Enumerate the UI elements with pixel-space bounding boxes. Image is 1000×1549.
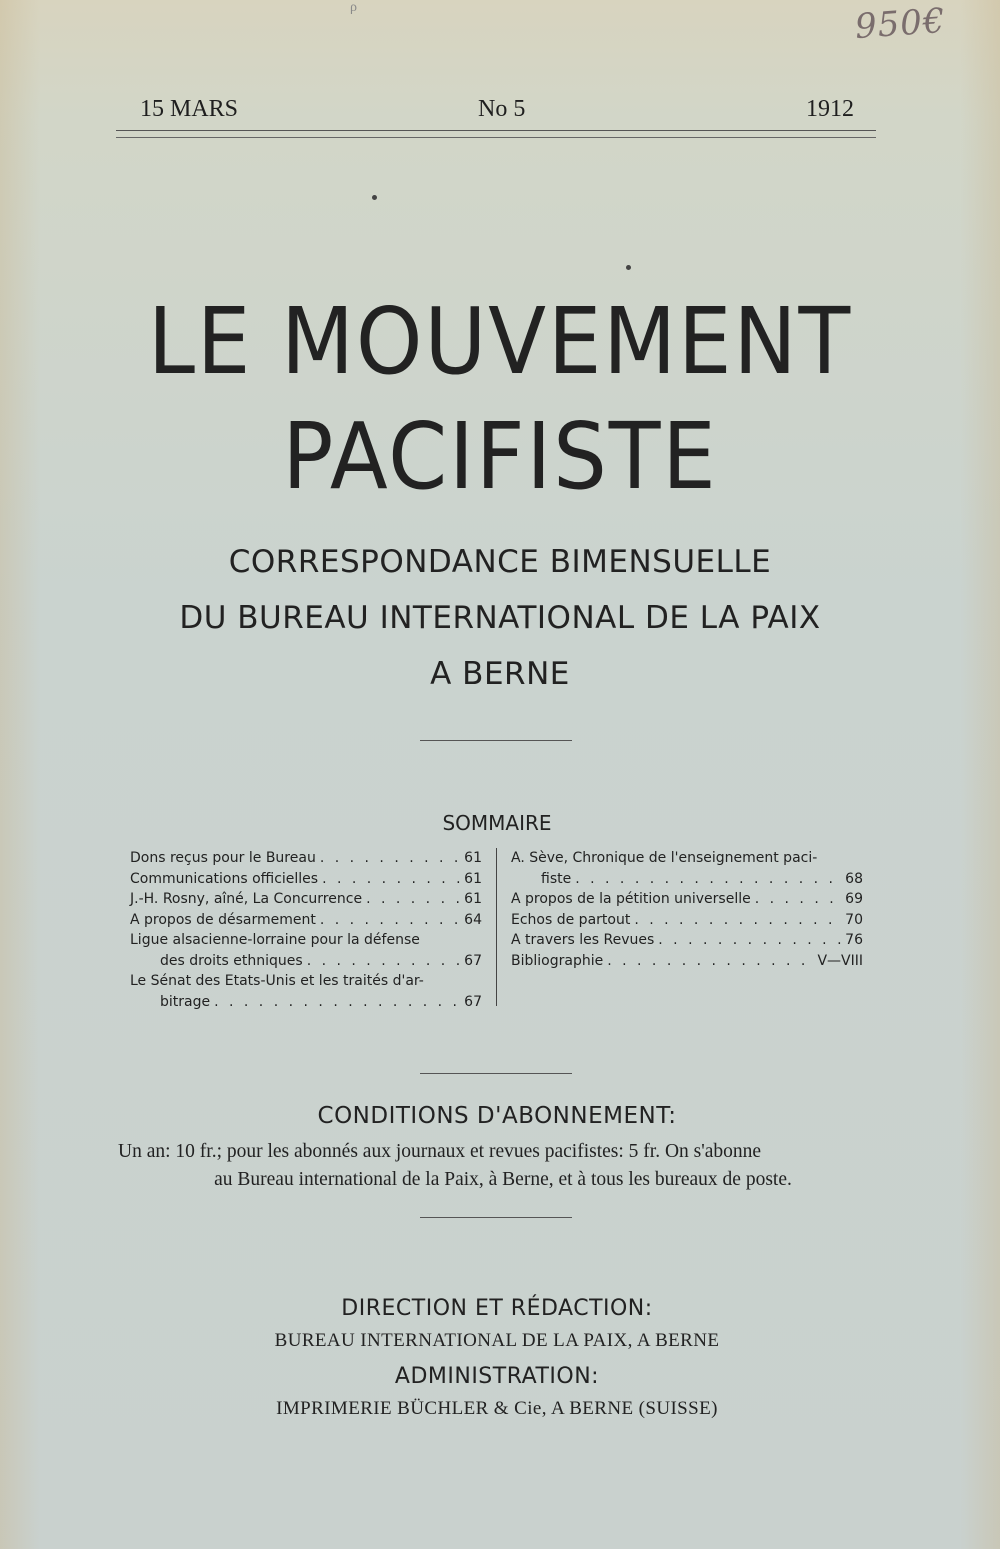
- issue-number: No 5: [478, 96, 526, 122]
- print-speck: [626, 265, 631, 270]
- header-double-rule: [116, 130, 876, 138]
- toc-entry: A. Sève, Chronique de l'enseignement paci- fiste . . . 68: [511, 848, 863, 889]
- administration-heading: ADMINISTRATION:: [394, 1364, 600, 1389]
- toc-entry: Bibliographie . . . V—VIII: [511, 951, 863, 972]
- sommaire-heading: SOMMAIRE: [442, 811, 552, 835]
- subscription-text: [118, 1138, 888, 1194]
- print-speck: [372, 195, 377, 200]
- direction-address: BUREAU INTERNATIONAL DE LA PAIX, A BERNE: [274, 1330, 720, 1351]
- journal-title-line1: LE MOUVEMENT: [147, 288, 853, 395]
- subtitle-line1: CORRESPONDANCE BIMENSUELLE: [228, 544, 772, 580]
- subtitle-line3: A BERNE: [430, 656, 570, 692]
- subscription-heading: CONDITIONS D'ABONNEMENT:: [317, 1103, 677, 1129]
- subscription-line2: au Bureau international de la Paix, à Berne, et à tous les bureaux de poste.: [214, 1169, 792, 1190]
- toc-entry: Communications officielles . . . 61: [130, 869, 482, 890]
- toc-right-column: [511, 848, 863, 971]
- journal-title-line2: PACIFISTE: [282, 403, 718, 510]
- toc-entry: J.-H. Rosny, aîné, La Concurrence . . . 61: [130, 889, 482, 910]
- pencil-mark: ρ: [350, 0, 357, 15]
- issue-year: 1912: [806, 96, 854, 122]
- separator-rule: [420, 1073, 572, 1074]
- toc-entry: Dons reçus pour le Bureau . . . 61: [130, 848, 482, 869]
- toc-entry: Le Sénat des Etats-Unis et les traités d'ar- bitrage . . . 67: [130, 971, 482, 1012]
- subscription-line1: Un an: 10 fr.; pour les abonnés aux journaux et revues pacifistes: 5 fr. On s'abonne: [118, 1141, 762, 1162]
- separator-rule: [420, 740, 572, 741]
- issue-date: 15 MARS: [140, 96, 239, 122]
- issue-header: [118, 96, 878, 130]
- separator-rule: [420, 1217, 572, 1218]
- toc-entry: Echos de partout . . . 70: [511, 910, 863, 931]
- subtitle-line2: DU BUREAU INTERNATIONAL DE LA PAIX: [179, 600, 821, 636]
- toc-entry: A propos de désarmement . . . 64: [130, 910, 482, 931]
- direction-heading: DIRECTION ET RÉDACTION:: [341, 1296, 653, 1321]
- handwritten-price-note: 950€: [853, 0, 947, 48]
- toc-entry: A travers les Revues . . . 76: [511, 930, 863, 951]
- toc-left-column: [130, 848, 482, 1012]
- toc-entry: A propos de la pétition universelle . . . 69: [511, 889, 863, 910]
- toc-column-divider: [496, 848, 497, 1006]
- administration-printer: IMPRIMERIE BÜCHLER & Cie, A BERNE (SUISSE): [276, 1398, 718, 1419]
- toc-entry: Ligue alsacienne-lorraine pour la défense des droits ethniques . . . 67: [130, 930, 482, 971]
